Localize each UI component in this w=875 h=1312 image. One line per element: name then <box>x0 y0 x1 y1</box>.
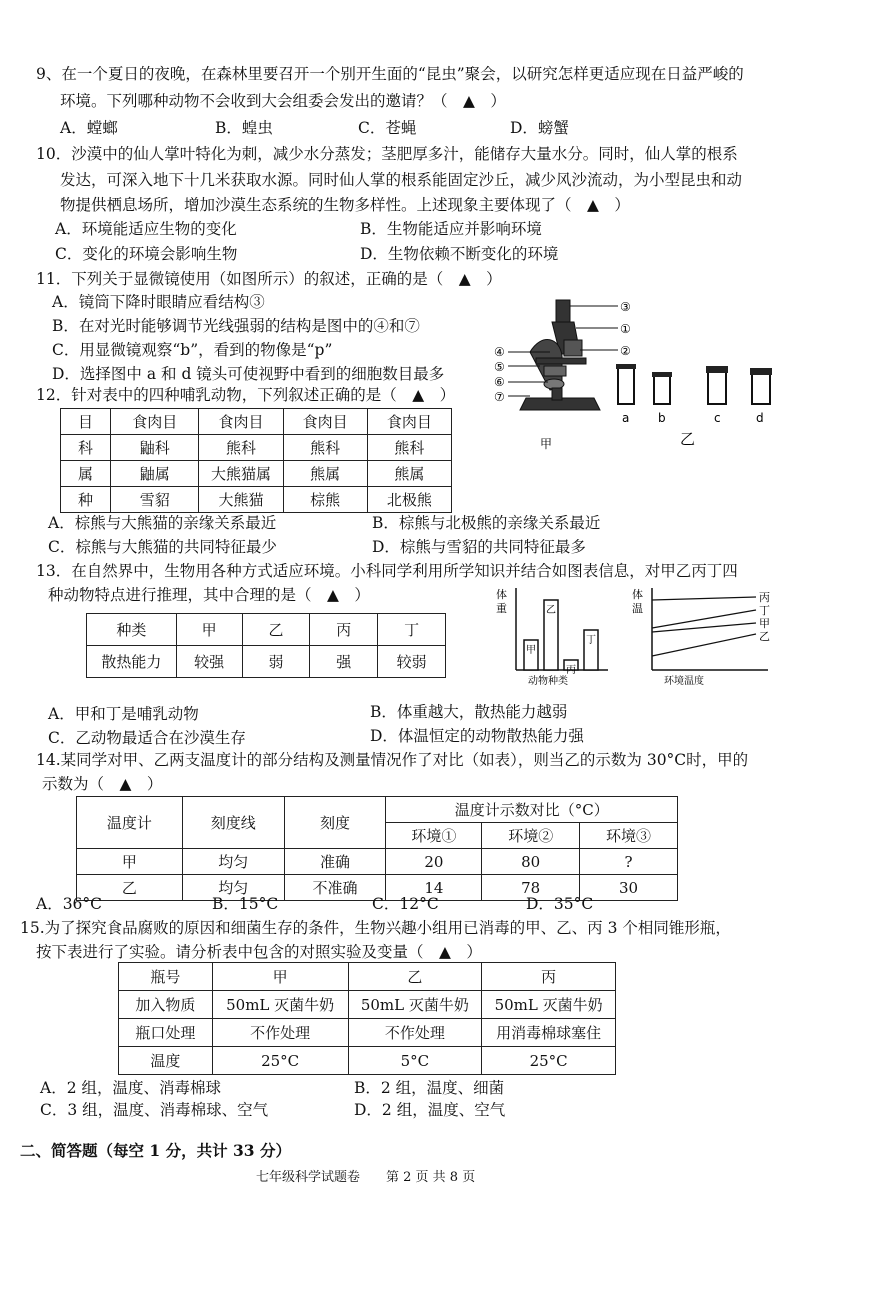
lens-b-shape <box>654 376 670 404</box>
line-jia <box>652 623 756 632</box>
q11-stem: 11．下列关于显微镜使用（如图所示）的叙述，正确的是（ ▲ ） <box>36 270 502 288</box>
cell: 食肉目 <box>367 409 451 435</box>
chart1-ylabel-2: 重 <box>496 602 507 615</box>
label-4: ④ <box>494 345 505 359</box>
q14-option-b: B．15°C <box>212 895 279 913</box>
cell: 熊科 <box>367 435 451 461</box>
weight-bar-chart <box>492 584 612 688</box>
line-bing <box>652 597 756 600</box>
q9-stem-line2: 环境。下列哪种动物不会收到大会组委会发出的邀请？（ ▲ ） <box>60 92 506 110</box>
stage-shape <box>536 358 586 364</box>
caption-yi: 乙 <box>680 430 696 448</box>
q12-option-b: B．棕熊与北极熊的亲缘关系最近 <box>372 514 601 532</box>
cell: ? <box>580 849 678 875</box>
line-label-bing: 丙 <box>759 591 770 604</box>
cell: 用消毒棉球塞住 <box>482 1019 616 1047</box>
subheader-cell: 环境① <box>386 823 482 849</box>
cell: 25°C <box>482 1047 616 1075</box>
label-7: ⑦ <box>494 390 505 404</box>
lens-label-a: a <box>622 411 630 425</box>
cell: 熊属 <box>283 461 367 487</box>
q10-option-b: B．生物能适应并影响环境 <box>360 220 542 238</box>
chart1-xlabel: 动物种类 <box>528 676 568 687</box>
condenser-shape <box>544 366 566 376</box>
pillar-shape <box>552 388 562 400</box>
q15-option-a: A．2 组，温度、消毒棉球 <box>40 1079 221 1097</box>
lens-label-c: c <box>714 411 721 425</box>
cell: 熊属 <box>367 461 451 487</box>
cell: 散热能力 <box>87 646 177 678</box>
cell: 20 <box>386 849 482 875</box>
temperature-line-chart <box>628 584 788 688</box>
cell: 乙 <box>242 614 310 646</box>
cell: 雪貂 <box>111 487 199 513</box>
q9-option-a: A．螳螂 <box>60 119 118 137</box>
line-label-ding: 丁 <box>759 604 770 617</box>
cell: 瓶号 <box>119 963 213 991</box>
bar-label-3: 丁 <box>586 635 596 646</box>
q13-option-b: B．体重越大，散热能力越弱 <box>370 703 568 721</box>
cell: 北极熊 <box>367 487 451 513</box>
lens-d-shape <box>752 374 770 404</box>
q13-heat-table <box>86 613 446 678</box>
q14-thermometer-table <box>76 796 678 901</box>
cell: 科 <box>61 435 111 461</box>
q15-option-b: B．2 组，温度、细菌 <box>354 1079 505 1097</box>
q11-option-a: A．镜筒下降时眼睛应看结构③ <box>52 293 265 311</box>
cell: 食肉目 <box>283 409 367 435</box>
cell: 食肉目 <box>199 409 283 435</box>
cell: 50mL 灭菌牛奶 <box>212 991 348 1019</box>
q12-option-a: A．棕熊与大熊猫的亲缘关系最近 <box>48 514 277 532</box>
cell: 弱 <box>242 646 310 678</box>
cell: 加入物质 <box>119 991 213 1019</box>
q14-stem-line2: 示数为（ ▲ ） <box>42 775 163 793</box>
cell: 熊科 <box>283 435 367 461</box>
header-cell: 刻度线 <box>182 797 284 849</box>
q11-option-b: B．在对光时能够调节光线强弱的结构是图中的④和⑦ <box>52 317 420 335</box>
line-label-yi: 乙 <box>759 630 770 643</box>
bar-label-0: 甲 <box>526 645 536 656</box>
cell: 均匀 <box>182 875 284 901</box>
cell: 不作处理 <box>212 1019 348 1047</box>
cell: 棕熊 <box>283 487 367 513</box>
page-footer: 七年级科学试题卷 第 2 页 共 8 页 <box>256 1170 476 1185</box>
eyepiece-shape <box>556 300 570 322</box>
cell: 14 <box>386 875 482 901</box>
q13-option-d: D．体温恒定的动物散热能力强 <box>370 727 584 745</box>
label-6: ⑥ <box>494 375 505 389</box>
q13-stem-line1: 13．在自然界中，生物用各种方式适应环境。小科同学利用所学知识并结合如图表信息，对甲乙丙丁四 <box>36 562 738 580</box>
cell: 不准确 <box>284 875 386 901</box>
cell: 乙 <box>348 963 482 991</box>
cell: 大熊猫属 <box>199 461 283 487</box>
bar-label-1: 乙 <box>546 605 556 616</box>
cell: 温度 <box>119 1047 213 1075</box>
q10-option-a: A．环境能适应生物的变化 <box>55 220 237 238</box>
cell: 乙 <box>77 875 183 901</box>
q15-option-c: C．3 组，温度、消毒棉球、空气 <box>40 1101 269 1119</box>
cell: 属 <box>61 461 111 487</box>
q10-stem-line1: 10．沙漠中的仙人掌叶特化为刺，减少水分蒸发；茎肥厚多汁，能储存大量水分。同时，仙人掌的根系 <box>36 145 738 163</box>
q15-stem-line2: 按下表进行了实验。请分析表中包含的对照实验及变量（ ▲ ） <box>36 943 482 961</box>
q14-option-a: A．36°C <box>36 895 103 913</box>
cell: 瓶口处理 <box>119 1019 213 1047</box>
chart2-ylabel-1: 体 <box>632 588 643 601</box>
cell: 5°C <box>348 1047 482 1075</box>
cell: 25°C <box>212 1047 348 1075</box>
cell: 食肉目 <box>111 409 199 435</box>
cell: 准确 <box>284 849 386 875</box>
label-1: ① <box>620 322 631 336</box>
cell: 强 <box>310 646 378 678</box>
label-5: ⑤ <box>494 360 505 374</box>
section-2-heading: 二、简答题（每空 1 分，共计 33 分） <box>20 1141 291 1160</box>
cell: 80 <box>482 849 580 875</box>
q14-option-c: C．12°C <box>372 895 439 913</box>
header-cell: 温度计 <box>77 797 183 849</box>
header-cell: 温度计示数对比（°C） <box>386 797 678 823</box>
microscope-figure <box>490 292 790 452</box>
q10-stem-line3: 物提供栖息场所，增加沙漠生态系统的生物多样性。上述现象主要体现了（ ▲ ） <box>60 196 630 214</box>
q12-option-c: C．棕熊与大熊猫的共同特征最少 <box>48 538 277 556</box>
lens-c-shape <box>708 372 726 404</box>
cell: 50mL 灭菌牛奶 <box>348 991 482 1019</box>
cell: 丁 <box>378 614 446 646</box>
q9-option-d: D．螃蟹 <box>510 119 569 137</box>
chart1-ylabel-1: 体 <box>496 588 507 601</box>
lens-label-d: d <box>756 411 764 425</box>
lens-label-b: b <box>658 411 666 425</box>
cell: 种类 <box>87 614 177 646</box>
q11-option-d: D．选择图中 a 和 d 镜头可使视野中看到的细胞数目最多 <box>52 365 445 383</box>
cell: 鼬属 <box>111 461 199 487</box>
q9-option-c: C．苍蝇 <box>358 119 417 137</box>
q14-stem-line1: 14.某同学对甲、乙两支温度计的部分结构及测量情况作了对比（如表），则当乙的示数为 30°C时，甲的 <box>36 751 749 769</box>
cell: 不作处理 <box>348 1019 482 1047</box>
q15-option-d: D．2 组，温度、空气 <box>354 1101 506 1119</box>
q13-option-c: C．乙动物最适合在沙漠生存 <box>48 729 246 747</box>
line-label-jia: 甲 <box>759 617 770 630</box>
line-yi <box>652 634 756 656</box>
q9-option-b: B．蝗虫 <box>215 119 273 137</box>
q13-stem-line2: 种动物特点进行推理，其中合理的是（ ▲ ） <box>48 586 370 604</box>
q10-stem-line2: 发达，可深入地下十几米获取水源。同时仙人掌的根系能固定沙丘，减少风沙流动，为小型昆虫和动 <box>60 171 743 189</box>
label-3: ③ <box>620 300 631 314</box>
cell: 鼬科 <box>111 435 199 461</box>
q10-option-d: D．生物依赖不断变化的环境 <box>360 245 559 263</box>
cell: 大熊猫 <box>199 487 283 513</box>
cell: 50mL 灭菌牛奶 <box>482 991 616 1019</box>
cell: 种 <box>61 487 111 513</box>
cell: 丙 <box>310 614 378 646</box>
cell: 78 <box>482 875 580 901</box>
q14-option-d: D．35°C <box>526 895 594 913</box>
header-cell: 刻度 <box>284 797 386 849</box>
cell: 较强 <box>176 646 242 678</box>
subheader-cell: 环境② <box>482 823 580 849</box>
cell: 甲 <box>176 614 242 646</box>
label-2: ② <box>620 344 631 358</box>
q15-stem-line1: 15.为了探究食品腐败的原因和细菌生存的条件，生物兴趣小组用已消毒的甲、乙、丙 3 个相同锥形瓶， <box>20 919 731 937</box>
cell: 较弱 <box>378 646 446 678</box>
chart2-ylabel-2: 温 <box>632 602 643 615</box>
q11-option-c: C．用显微镜观察“b”，看到的物像是“p” <box>52 341 333 359</box>
cell: 均匀 <box>182 849 284 875</box>
q10-option-c: C．变化的环境会影响生物 <box>55 245 238 263</box>
q12-taxonomy-table <box>60 408 452 513</box>
cell: 目 <box>61 409 111 435</box>
q12-stem: 12．针对表中的四种哺乳动物，下列叙述正确的是（ ▲ ） <box>36 386 456 404</box>
subheader-cell: 环境③ <box>580 823 678 849</box>
q12-option-d: D．棕熊与雪貂的共同特征最多 <box>372 538 586 556</box>
line-ding <box>652 610 756 628</box>
cell: 甲 <box>212 963 348 991</box>
q13-option-a: A．甲和丁是哺乳动物 <box>48 705 199 723</box>
bar-label-2: 丙 <box>566 665 576 676</box>
caption-jia: 甲 <box>540 437 553 451</box>
q9-stem-line1: 9、在一个夏日的夜晚，在森林里要召开一个别开生面的“昆虫”聚会，以研究怎样更适应现在日益严峻的 <box>36 65 744 83</box>
cell: 丙 <box>482 963 616 991</box>
cell: 熊科 <box>199 435 283 461</box>
q15-experiment-table <box>118 962 616 1075</box>
lens-a-shape <box>618 368 634 404</box>
chart2-xlabel: 环境温度 <box>664 676 704 687</box>
cell: 甲 <box>77 849 183 875</box>
nosepiece-shape <box>564 340 582 356</box>
cell: 30 <box>580 875 678 901</box>
